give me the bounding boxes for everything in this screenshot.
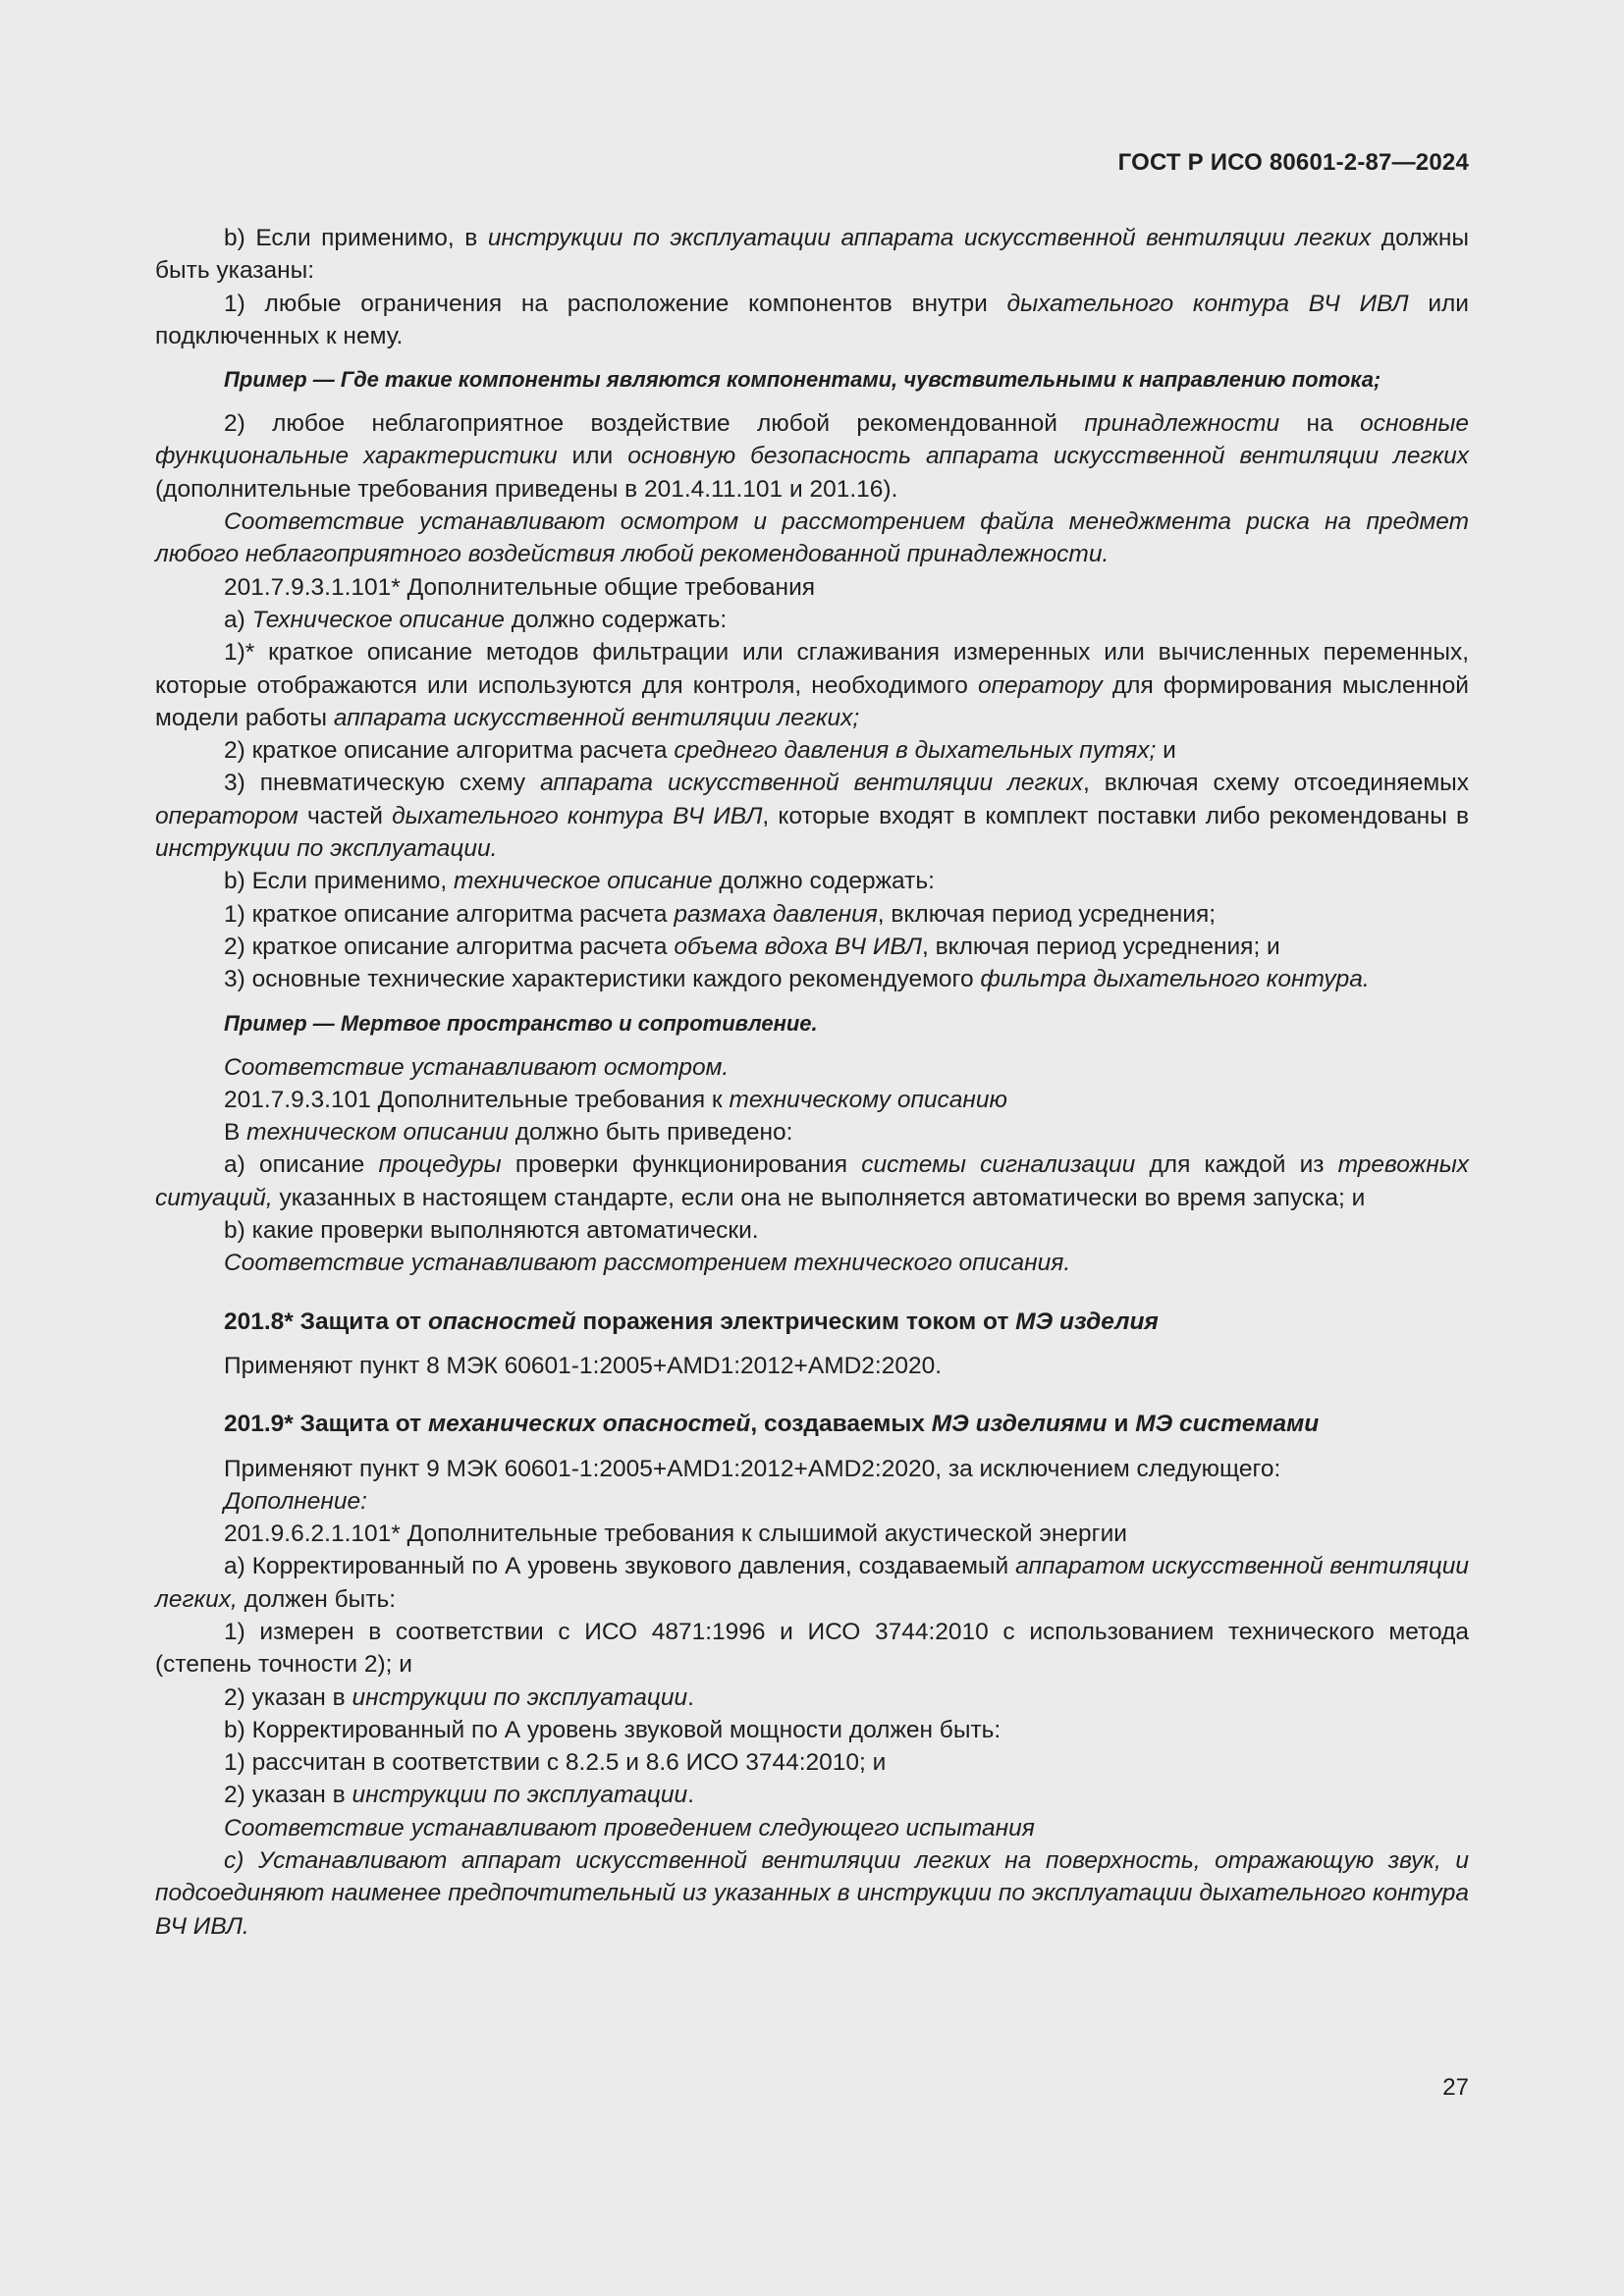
example-note: [155, 1008, 1469, 1040]
paragraph: [155, 1616, 1469, 1682]
italic-term: инструкции по эксплуатации: [352, 1782, 688, 1809]
paragraph: [155, 1682, 1469, 1714]
document-body: [155, 222, 1469, 1943]
italic-term: Соответствие устанавливают проведением следующего испытания: [224, 1814, 1035, 1842]
text-run: , создаваемых: [750, 1411, 932, 1438]
text-run: 2) любое неблагоприятное воздействие любой рекомендованной: [224, 410, 1085, 438]
text-run: b) Если применимо,: [224, 868, 455, 895]
paragraph: [155, 865, 1469, 897]
text-run: .: [687, 1782, 694, 1809]
italic-term: дыхательного контура ВЧ ИВЛ: [392, 802, 763, 829]
italic-term: аппарата искусственной вентиляции легких: [540, 770, 1084, 797]
text-run: должны быть указаны:: [155, 225, 1469, 285]
italic-term: МЭ изделиями: [931, 1411, 1108, 1438]
paragraph: [155, 734, 1469, 767]
text-run: 201.8* Защита от: [224, 1308, 428, 1335]
text-run: для формирования мысленной модели работы: [155, 671, 1469, 731]
paragraph: [155, 1746, 1469, 1779]
italic-term: c) Устанавливают аппарат искусственной вентиляции легких на поверхность, отражающую звук, и подсоединяют наименее предпочтительный из указанных в инструкции по эксплуатации дыхательного контура ВЧ ИВЛ.: [155, 1847, 1469, 1940]
text-run: или подключенных к нему.: [155, 290, 1469, 349]
paragraph: [155, 1485, 1469, 1518]
paragraph: [155, 767, 1469, 865]
paragraph: [155, 1051, 1469, 1084]
text-run: a): [224, 606, 252, 633]
text-run: a) Корректированный по А уровень звукового давления, создаваемый: [224, 1553, 1016, 1580]
text-run: или: [557, 443, 628, 470]
text-run: должен быть:: [237, 1585, 397, 1613]
italic-term: аппарата искусственной вентиляции легких;: [333, 704, 860, 731]
text-run: Применяют пункт 9 МЭК 60601-1:2005+AMD1:2012+AMD2:2020, за исключением следующего:: [224, 1455, 1281, 1482]
text-run: b) Если применимо, в: [224, 225, 488, 251]
paragraph: [155, 1518, 1469, 1550]
text-run: , включая схему отсоединяемых: [1083, 770, 1470, 797]
text-run: В: [224, 1119, 247, 1147]
text-run: 2) краткое описание алгоритма расчета: [224, 933, 675, 960]
paragraph: [155, 1844, 1469, 1943]
italic-term: Соответствие устанавливают осмотром и рассмотрением файла менеджмента риска на предмет любого неблагоприятного воздействия любой рекомендованной принадлежности.: [155, 508, 1469, 568]
italic-term: дыхательного контура ВЧ ИВЛ: [1006, 290, 1409, 317]
paragraph: [155, 898, 1469, 931]
text-run: , которые входят в комплект поставки либо рекомендованы в: [762, 802, 1470, 829]
italic-term: объема вдоха ВЧ ИВЛ: [674, 933, 922, 960]
text-run: b) какие проверки выполняются автоматически.: [224, 1217, 759, 1245]
text-run: Применяют пункт 8 МЭК 60601-1:2005+AMD1:2012+AMD2:2020.: [224, 1352, 943, 1379]
paragraph: [155, 963, 1469, 995]
text-run: 3) основные технические характеристики каждого рекомендуемого: [224, 966, 981, 993]
text-run: 1) рассчитан в соответствии с 8.2.5 и 8.6 ИСО 3744:2010; и: [224, 1749, 887, 1777]
text-run: должно быть приведено:: [508, 1119, 793, 1147]
text-run: 2) указан в: [224, 1683, 352, 1711]
text-run: и: [1156, 737, 1176, 765]
paragraph: [155, 288, 1469, 353]
text-run: (дополнительные требования приведены в 201.4.11.101 и 201.16).: [155, 475, 898, 503]
italic-term: основные функциональные характеристики: [155, 410, 1469, 470]
italic-term: принадлежности: [1084, 410, 1280, 438]
italic-term: механических опасностей: [427, 1411, 751, 1438]
italic-term: инструкции по эксплуатации аппарата искусственной вентиляции легких: [487, 225, 1372, 251]
italic-term: тревожных ситуаций,: [155, 1151, 1470, 1211]
italic-term: Дополнение:: [224, 1487, 367, 1515]
paragraph: [155, 1779, 1469, 1811]
paragraph: [155, 1350, 1469, 1382]
paragraph: [155, 222, 1469, 288]
paragraph: [155, 1247, 1469, 1279]
text-run: , включая период усреднения; и: [921, 933, 1280, 960]
text-run: и: [1107, 1411, 1136, 1438]
text-run: 201.9* Защита от: [224, 1411, 428, 1438]
text-run: для каждой из: [1135, 1151, 1338, 1179]
text-run: b) Корректированный по А уровень звуковой мощности должен быть:: [224, 1716, 1001, 1743]
text-run: должно содержать:: [504, 606, 728, 633]
example-note: [155, 364, 1469, 396]
italic-term: системы сигнализации: [861, 1151, 1136, 1179]
text-run: , включая период усреднения;: [877, 900, 1217, 928]
text-run: 2) указан в: [224, 1782, 352, 1809]
italic-term: аппаратом искусственной вентиляции легких,: [155, 1553, 1469, 1613]
paragraph: [155, 1812, 1469, 1844]
italic-term: среднего давления в дыхательных путях;: [674, 737, 1157, 765]
text-run: 201.9.6.2.1.101* Дополнительные требования к слышимой акустической энергии: [224, 1521, 1127, 1548]
paragraph: [155, 1148, 1469, 1214]
italic-term: процедуры: [378, 1151, 502, 1179]
paragraph: [155, 1550, 1469, 1616]
paragraph: [155, 506, 1469, 571]
italic-term: техническом описании: [246, 1119, 509, 1147]
page-number: 27: [1442, 2074, 1469, 2101]
text-run: поражения электрическим током от: [575, 1308, 1016, 1335]
section-heading: [155, 1408, 1469, 1440]
italic-term: инструкции по эксплуатации.: [155, 835, 498, 863]
text-run: Пример — Где такие компоненты являются компонентами, чувствительными к направлению потока;: [224, 367, 1381, 393]
paragraph: [155, 1084, 1469, 1116]
text-run: частей: [298, 802, 393, 829]
text-run: 201.7.9.3.101 Дополнительные требования к: [224, 1086, 730, 1113]
text-run: 1) измерен в соответствии с ИСО 4871:1996 и ИСО 3744:2010 с использованием технического метода (степень точности 2); и: [155, 1618, 1469, 1679]
text-run: a) описание: [224, 1151, 379, 1179]
text-run: 1) любые ограничения на расположение компонентов внутри: [224, 290, 1007, 317]
italic-term: Соответствие устанавливают осмотром.: [224, 1053, 730, 1081]
paragraph: [155, 1116, 1469, 1148]
paragraph: [155, 571, 1469, 604]
text-run: .: [687, 1683, 694, 1711]
text-run: 3) пневматическую схему: [224, 770, 541, 797]
text-run: Пример — Мертвое пространство и сопротивление.: [224, 1010, 818, 1036]
text-run: 2) краткое описание алгоритма расчета: [224, 737, 675, 765]
italic-term: МЭ изделия: [1015, 1308, 1159, 1335]
text-run: проверки функционирования: [501, 1151, 862, 1179]
text-run: 201.7.9.3.1.101* Дополнительные общие требования: [224, 573, 816, 601]
italic-term: Техническое описание: [251, 606, 505, 633]
paragraph: [155, 1214, 1469, 1247]
text-run: указанных в настоящем стандарте, если она не выполняется автоматически во время запуска; и: [272, 1184, 1366, 1211]
italic-term: фильтра дыхательного контура.: [980, 966, 1370, 993]
italic-term: оператору: [977, 671, 1103, 699]
italic-term: Соответствие устанавливают рассмотрением технического описания.: [224, 1250, 1071, 1277]
document-header: ГОСТ Р ИСО 80601-2-87—2024: [1117, 149, 1469, 176]
italic-term: оператором: [155, 802, 298, 829]
italic-term: техническому описанию: [729, 1086, 1007, 1113]
paragraph: [155, 604, 1469, 636]
section-heading: [155, 1306, 1469, 1338]
paragraph: [155, 931, 1469, 963]
text-run: 1)* краткое описание методов фильтрации или сглаживания измеренных или вычисленных переменных, которые отображаются или используются для контроля, необходимого: [155, 639, 1469, 699]
paragraph: [155, 1714, 1469, 1746]
italic-term: размаха давления: [674, 900, 878, 928]
paragraph: [155, 636, 1469, 734]
italic-term: техническое описание: [454, 868, 713, 895]
italic-term: основную безопасность аппарата искусственной вентиляции легких: [627, 443, 1470, 470]
text-run: 1) краткое описание алгоритма расчета: [224, 900, 675, 928]
paragraph: [155, 1453, 1469, 1485]
italic-term: МЭ системами: [1135, 1411, 1320, 1438]
italic-term: опасностей: [427, 1308, 576, 1335]
paragraph: [155, 407, 1469, 506]
italic-term: инструкции по эксплуатации: [352, 1683, 688, 1711]
text-run: на: [1279, 410, 1361, 438]
text-run: должно содержать:: [712, 868, 935, 895]
